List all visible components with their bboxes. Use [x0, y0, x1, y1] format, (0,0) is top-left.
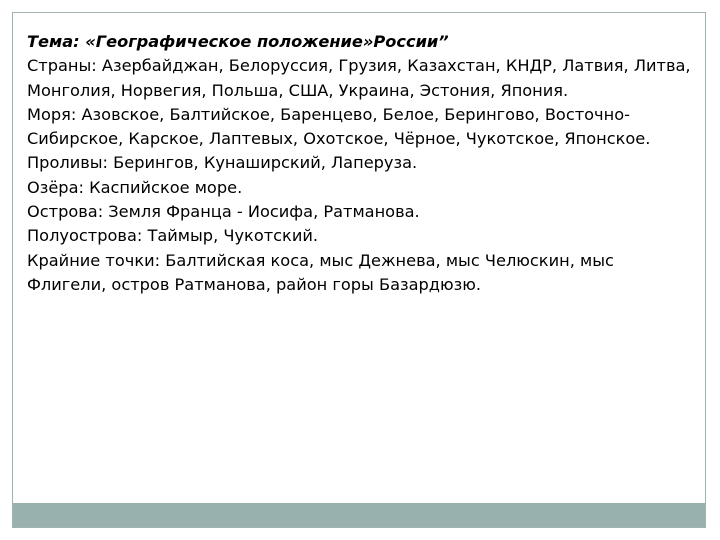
seas-line: Моря: Азовское, Балтийское, Баренцево, Белое, Берингово, Восточно-Сибирское, Карское, Лаптевых, Охотское, Чёрное, Чукотское, Японское.	[27, 104, 651, 149]
slide-title: Тема: «Географическое положение»России”	[27, 32, 449, 51]
slide-content	[27, 30, 697, 297]
slide	[12, 12, 706, 528]
peninsulas-line: Полуострова: Таймыр, Чукотский.	[27, 226, 319, 246]
islands-line: Острова: Земля Франца - Иосифа, Ратманова.	[27, 202, 420, 222]
extreme-points-line: Крайние точки: Балтийская коса, мыс Дежнева, мыс Челюскин, мыс Флигели, остров Ратманова, район горы Базардюзю.	[27, 250, 614, 294]
footer-bar	[13, 503, 705, 527]
countries-line: Страны: Азербайджан, Белоруссия, Грузия, Казахстан, КНДР, Латвия, Литва, Монголия, Норвегия, Польша, США, Украина, Эстония, Япония.	[27, 56, 691, 100]
lakes-line: Озёра: Каспийское море.	[27, 177, 243, 197]
straits-line: Проливы: Берингов, Кунаширский, Лаперуза.	[27, 153, 418, 173]
